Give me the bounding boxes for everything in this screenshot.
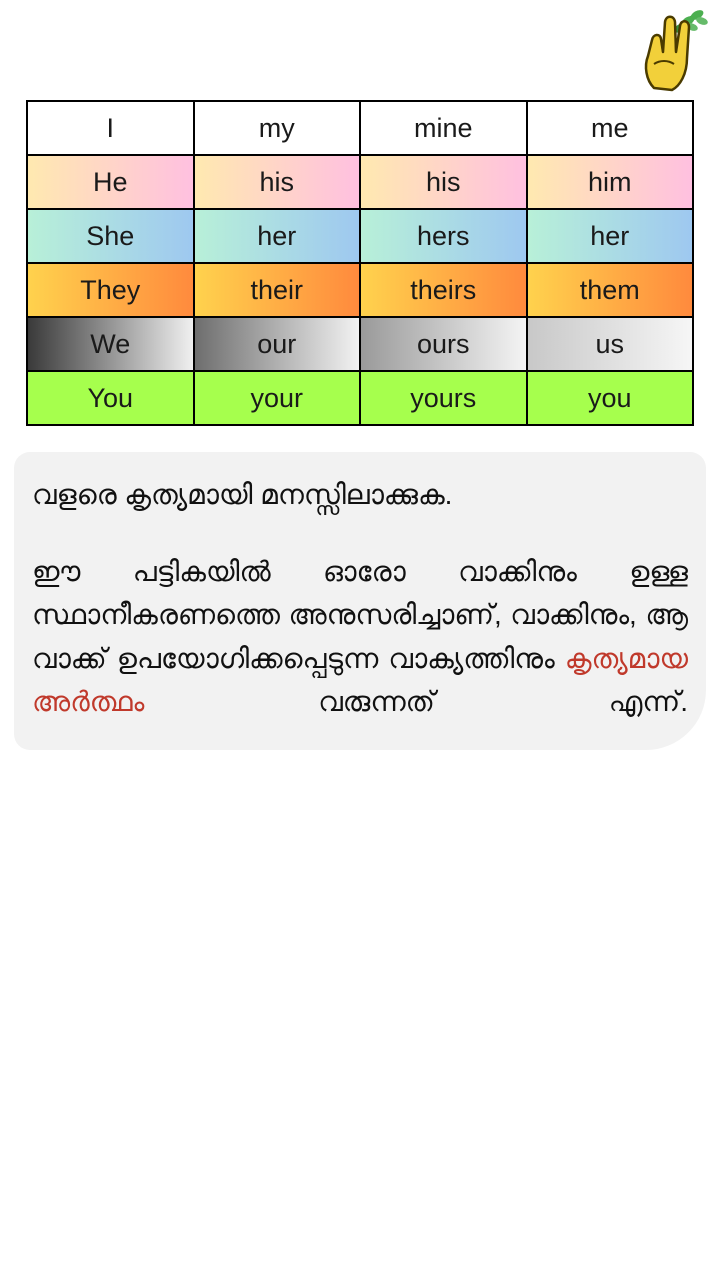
table-cell: ours [360,317,527,371]
table-row [27,209,693,263]
note-paragraph-part2: വരുന്നത് എന്ന്. [144,686,688,718]
explanation-card [14,452,706,750]
table-row [27,155,693,209]
table-row [27,371,693,425]
table-cell: her [194,209,361,263]
table-cell: their [194,263,361,317]
table-cell: me [527,101,694,155]
table-cell: them [527,263,694,317]
table-row [27,263,693,317]
pronoun-table [26,100,694,426]
logo [602,0,712,92]
pronoun-table-container [26,100,694,426]
table-cell: yours [360,371,527,425]
table-cell: They [27,263,194,317]
table-cell: my [194,101,361,155]
table-cell: you [527,371,694,425]
table-cell: mine [360,101,527,155]
table-cell: his [360,155,527,209]
table-row [27,317,693,371]
table-cell: us [527,317,694,371]
note-heading: വളരെ കൃത്യമായി മനസ്സിലാക്കുക. [32,479,453,510]
table-cell: her [527,209,694,263]
table-cell: theirs [360,263,527,317]
table-cell: your [194,371,361,425]
table-cell: She [27,209,194,263]
hand-victory-with-olive-branch-icon [602,0,712,92]
note-paragraph-highlight: കൃത്യമായ അർത്ഥം [32,642,688,718]
table-cell: You [27,371,194,425]
table-cell: He [27,155,194,209]
table-cell: him [527,155,694,209]
table-row [27,101,693,155]
table-cell: hers [360,209,527,263]
note-paragraph [32,550,688,724]
table-cell: his [194,155,361,209]
note-paragraph-part1: ഈ പട്ടികയിൽ ഓരോ വാക്കിനും ഉള്ള സ്ഥാനീകരണത്തെ അനുസരിച്ചാണ്, വാക്കിനും, ആ വാക്ക് ഉപയോഗിക്കപ്പെടുന്ന വാക്യത്തിനും [32,556,688,674]
table-cell: We [27,317,194,371]
table-cell: our [194,317,361,371]
pronoun-table-body [27,101,693,425]
table-cell: I [27,101,194,155]
